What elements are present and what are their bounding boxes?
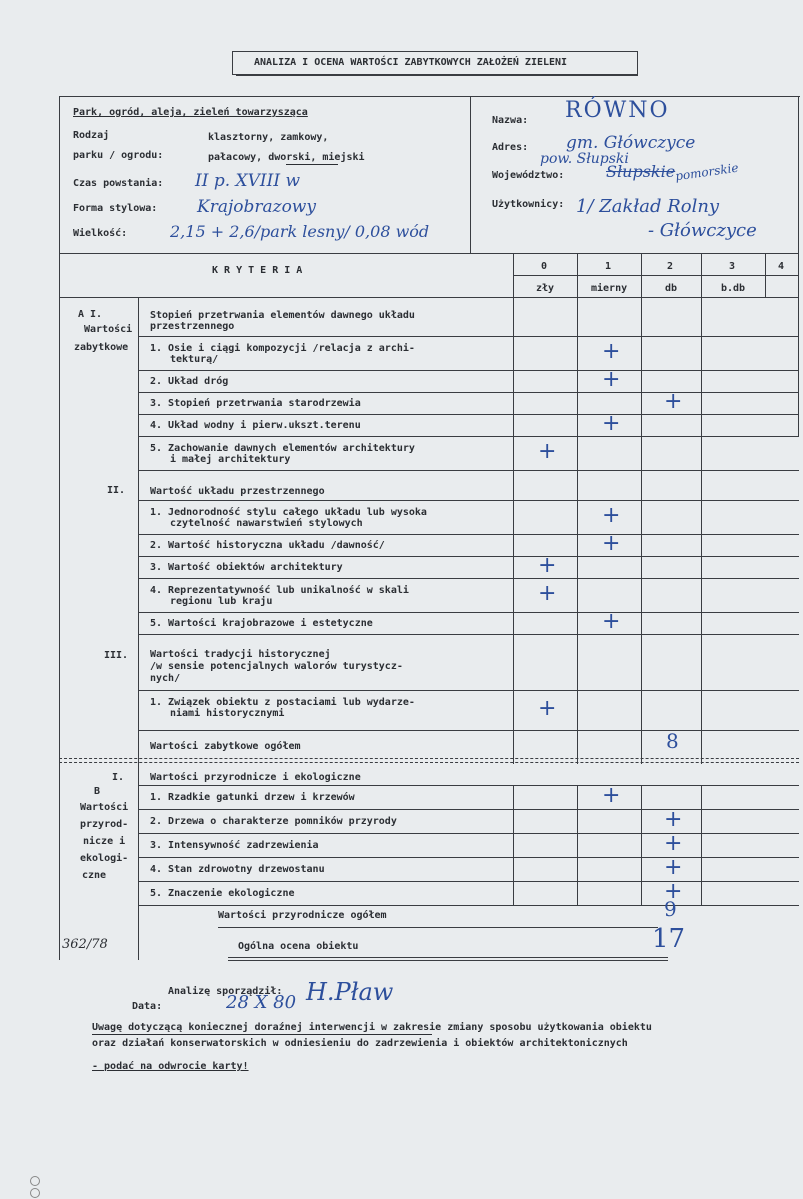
a1-row-2-line [138,392,799,393]
a2-row-3-text: 3. Wartość obiektów architektury [150,562,343,573]
a2-row-2-mark: + [602,531,621,556]
wojewodztwo-label: Województwo: [492,170,565,181]
a2-row-4-line [138,612,799,613]
col-name-1: mierny [591,283,628,294]
group1-title-2: przestrzennego [150,321,235,332]
b-row-5-text: 5. Znaczenie ekologiczne [150,888,295,899]
section-a-sub-2: II. [107,485,126,496]
a3-row-1-text-2: niami historycznymi [170,708,285,719]
a2-row-5-line [138,634,799,635]
col-line-0 [513,253,514,764]
section-a-sub-3: III. [104,650,129,661]
a3-row-1-text: 1. Związek obiektu z postaciami lub wydarze- [150,697,415,708]
czas-value: II p. XVIII w [195,171,301,191]
group3-line [138,690,799,691]
a-total-value: 8 [666,729,679,753]
a1-row-5-mark: + [538,439,557,464]
col-num-2: 2 [667,261,674,272]
uzytkownicy-value-2: - Główczyce [648,220,757,241]
wielkosc-value: 2,15 + 2,6/park lesny/ 0,08 wód [170,222,430,241]
a2-row-1-text: 1. Jednorodność stylu całego układu lub wysoka [150,507,427,518]
group3-title-2: /w sensie potencjalnych walorów turystycz- [150,661,403,672]
section-b-l4: ekologi- [80,853,129,864]
b-group-title: Wartości przyrodnicze i ekologiczne [150,772,361,783]
rodzaj-options-1: klasztorny, zamkowy, [208,132,329,143]
col-name-2: db [665,283,678,294]
criteria-bottom-line [59,297,799,298]
uzytkownicy-label: Użytkownicy: [492,199,565,210]
a2-row-1-line [138,534,799,535]
b-row-4-mark: + [664,855,683,880]
a1-row-3-text: 3. Stopień przetrwania starodrzewia [150,398,361,409]
a1-row-4-line [138,436,799,437]
note-line-3: - podać na odwrocie karty! [92,1061,249,1072]
punch-mark-2 [30,1188,40,1198]
nazwa-value: RÓWNO [565,98,670,123]
a-total-label: Wartości zabytkowe ogółem [150,741,301,752]
col-line-1 [577,253,578,764]
col-name-3: b.db [721,283,746,294]
uzytkownicy-value-1: 1/ Zakład Rolny [576,196,720,217]
a2-row-2-text: 2. Wartość historyczna układu /dawność/ [150,540,385,551]
a3-bottom-line [138,730,799,731]
section-separator-2 [59,762,799,763]
group3-title-3: nych/ [150,673,181,684]
col-line-2 [641,253,642,764]
overall-label: Ogólna ocena obiektu [238,941,359,952]
col-line-4 [765,253,766,297]
criteria-mid-line [513,275,799,276]
wojewodztwo-value: pomorskie [674,160,740,184]
forma-label: Forma stylowa: [73,203,158,214]
b-row-1-mark: + [602,783,621,808]
adres-value-2: pow. Słupski [540,151,629,167]
overall-value: 17 [652,924,686,954]
note-line-2: oraz działań konserwatorskich w odniesieniu do zadrzewienia i obiektów architektonicznych [92,1038,628,1049]
b-total-label: Wartości przyrodnicze ogółem [218,910,387,921]
b-group-line [138,785,799,786]
parku-label: parku / ogrodu: [73,150,164,161]
section-a-label-3: zabytkowe [74,342,129,353]
section-b-l5: czne [82,870,107,881]
a1-row-1-text-2: tekturą/ [170,354,219,365]
col-line-3b [701,785,702,905]
section-b-label-i: I. [112,772,125,783]
frame-left-line [59,96,60,960]
col-name-0: zły [536,283,555,294]
b-row-5-line [138,905,799,906]
date-label: Data: [132,1001,163,1012]
a2-row-5-mark: + [602,609,621,634]
col-num-3: 3 [729,261,736,272]
section-b-l1: Wartości [80,802,129,813]
wojewodztwo-value-struck: Słupskie [606,162,676,181]
note-underline-1 [92,1034,432,1035]
a1-row-5-text-2: i małej architektury [170,454,291,465]
a2-row-1-mark: + [602,503,621,528]
criteria-top-line [59,253,799,254]
a1-row-5-text: 5. Zachowanie dawnych elementów architektury [150,443,415,454]
page-title: ANALIZA I OCENA WARTOŚCI ZABYTKOWYCH ZAŁOŻEŃ ZIELENI [254,57,568,68]
b-row-4-text: 4. Stan zdrowotny drzewostanu [150,864,325,875]
col-num-0: 0 [541,261,548,272]
criteria-label: K R Y T E R I A [212,265,303,276]
label-col-line [138,297,139,960]
title-box-shadow [236,74,638,76]
b-row-3-text: 3. Intensywność zadrzewienia [150,840,319,851]
ref-number: 362/78 [62,937,108,952]
a1-row-1-mark: + [602,339,621,364]
col-num-4: 4 [778,261,785,272]
a2-row-2-line [138,556,799,557]
a1-row-2-mark: + [602,367,621,392]
czas-label: Czas powstania: [73,178,164,189]
signature: H.Pław [306,978,394,1006]
b-row-1-text: 1. Rzadkie gatunki drzew i krzewów [150,792,355,803]
col-line-3 [701,253,702,764]
header-divider [470,96,471,254]
nazwa-label: Nazwa: [492,115,529,126]
b-row-3-mark: + [664,831,683,856]
col-line-1b [577,785,578,905]
section-separator [59,758,799,759]
a2-row-3-line [138,578,799,579]
analyst-label: Analizę sporządził: [168,986,283,997]
rodzaj-label: Rodzaj [73,130,110,141]
adres-value-1: gm. Główczyce [566,133,696,153]
section-b-l3: nicze i [83,836,126,847]
a1-row-4-mark: + [602,411,621,436]
rodzaj-options-2: pałacowy, dworski, miejski [208,152,365,163]
note-line-1: Uwagę dotyczącą koniecznej doraźnej interwencji w zakresie zmiany sposobu użytkowania obiektu [92,1022,652,1033]
a3-row-1-mark: + [538,696,557,721]
section-b-l2: przyrod- [80,819,129,830]
wielkosc-label: Wielkość: [73,228,128,239]
a1-row-1-line [138,370,799,371]
b-row-2-text: 2. Drzewa o charakterze pomników przyrody [150,816,397,827]
frame-right-line [798,96,799,436]
a1-row-3-line [138,414,799,415]
overall-underline-2 [228,960,668,961]
adres-label: Adres: [492,142,529,153]
group1-title: Stopień przetrwania elementów dawnego układu [150,310,415,321]
type-line: Park, ogród, aleja, zieleń towarzysząca [73,107,308,118]
b-row-2-mark: + [664,807,683,832]
a1-row-1-text: 1. Osie i ciągi kompozycji /relacja z archi- [150,343,415,354]
a1-row-2-text: 2. Układ dróg [150,376,229,387]
b-total-line [218,927,658,928]
b-row-2-line [138,833,799,834]
a2-row-1-text-2: czytelność nawarstwień stylowych [170,518,363,529]
group1-line [138,336,799,337]
punch-mark-1 [30,1176,40,1186]
section-a-label-2: Wartości [84,324,133,335]
a2-row-4-text: 4. Reprezentatywność lub unikalność w skali [150,585,409,596]
a1-row-4-text: 4. Układ wodny i pierw.ukszt.terenu [150,420,361,431]
a2-row-3-mark: + [538,553,557,578]
col-num-1: 1 [605,261,612,272]
a1-row-3-mark: + [664,389,683,414]
col-line-0b [513,785,514,905]
section-b-label: B [94,786,101,797]
b-row-4-line [138,881,799,882]
overall-underline [228,957,668,958]
a2-row-4-text-2: regionu lub kraju [170,596,273,607]
date-value: 28 X 80 [226,992,297,1013]
dworski-underline [286,164,338,165]
b-total-value: 9 [664,897,677,921]
section-a-label: A I. [78,309,103,320]
forma-value: Krajobrazowy [197,197,316,217]
group3-title: Wartości tradycji historycznej [150,649,331,660]
a2-row-4-mark: + [538,581,557,606]
a1-row-5-line [138,470,799,471]
b-row-3-line [138,857,799,858]
b-row-1-line [138,809,799,810]
group2-line [138,500,799,501]
group2-title: Wartość układu przestrzennego [150,486,325,497]
b-row-5-mark: + [664,879,683,904]
col-line-2b [641,785,642,905]
a2-row-5-text: 5. Wartości krajobrazowe i estetyczne [150,618,373,629]
